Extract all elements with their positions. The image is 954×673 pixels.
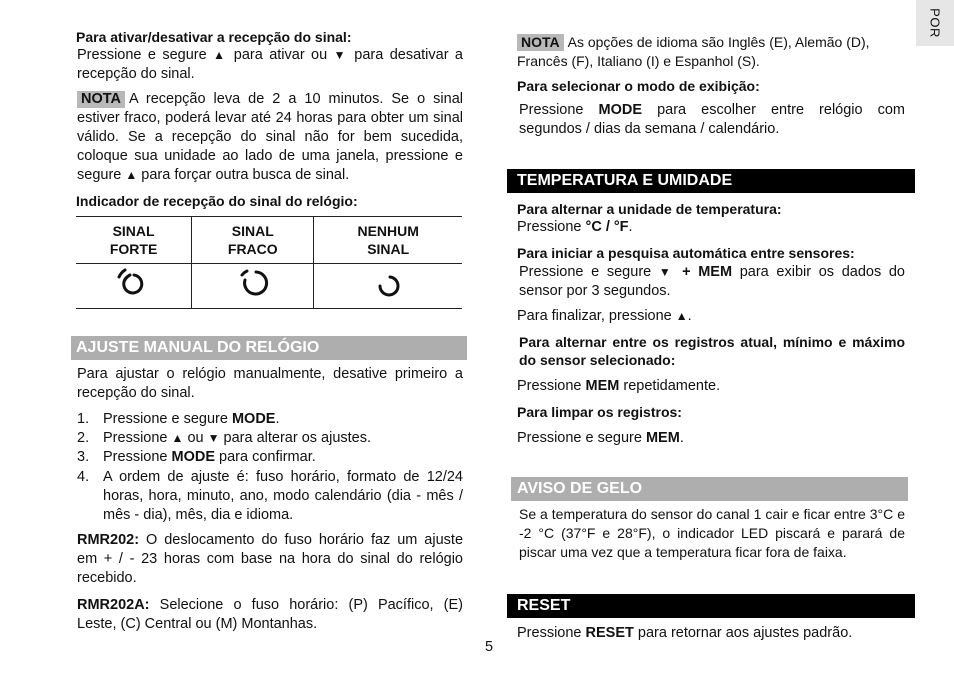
language-tab-label: POR [927, 8, 943, 38]
down-arrow-icon: ▼ [333, 48, 348, 62]
weak-signal-icon [235, 266, 271, 302]
up-arrow-icon: ▲ [171, 431, 184, 446]
page-number: 5 [485, 639, 494, 655]
nota-badge: NOTA [517, 34, 564, 51]
unit-paragraph: Pressione °C / °F. [517, 219, 633, 235]
signal-heading: Para ativar/desativar a recepção do sinal: [76, 29, 352, 45]
list-item: 1. Pressione e segure MODE. [77, 411, 280, 427]
frost-section-bar: AVISO DE GELO [511, 477, 908, 501]
language-tab [916, 0, 954, 46]
indicator-heading: Indicador de recepção do sinal do relógio: [76, 193, 358, 209]
list-item: 3. Pressione MODE para confirmar. [77, 449, 316, 466]
signal-paragraph: Pressione e segure ▲ para ativar ou ▼ para desativar a recepção do sinal. [77, 47, 463, 82]
rmr202-note: RMR202: O deslocamento do fuso horário faz um ajuste em + / - 23 horas com base na hora do sinal do relógio recebido. [77, 532, 464, 586]
reset-paragraph: Pressione RESET para retornar aos ajustes padrão. [517, 625, 853, 641]
manual-intro: Para ajustar o relógio manualmente, desative primeiro a recepção do sinal. [77, 366, 463, 401]
up-arrow-icon: ▲ [125, 168, 138, 182]
search-heading: Para iniciar a pesquisa automática entre sensores: [517, 245, 855, 261]
header-weak: SINAL FRACO [192, 217, 314, 264]
clear-paragraph: Pressione e segure MEM. [517, 430, 684, 446]
clear-heading: Para limpar os registros: [517, 404, 682, 420]
list-item: 4. A ordem de ajuste é: fuso horário, formato de 12/24 horas, hora, minuto, ano, modo calendário (dia - mês / mês - dia), mês, dia e idioma. [77, 468, 463, 524]
nota-badge: NOTA [77, 91, 125, 108]
up-arrow-icon: ▲ [213, 48, 228, 62]
strong-signal-icon [116, 266, 152, 302]
signal-indicator-table [76, 216, 462, 309]
frost-paragraph: Se a temperatura do sensor do canal 1 cair e ficar entre 3°C e -2 °C (37°F e 28°F), o indicador LED piscará e parará de piscar uma vez que a temperatura ficar fora de faixa. [519, 506, 905, 560]
no-signal-icon [370, 266, 406, 302]
records-paragraph: Pressione MEM repetidamente. [517, 378, 721, 394]
temperature-section-bar: TEMPERATURA E UMIDADE [507, 169, 915, 193]
search-paragraph: Pressione e segure ▼ + MEM para exibir os dados do sensor por 3 segundos. [519, 264, 905, 299]
display-paragraph: Pressione MODE para escolher entre relógio com segundos / dias da semana / calendário. [519, 102, 906, 137]
header-strong: SINAL FORTE [76, 217, 192, 264]
up-arrow-icon: ▲ [675, 309, 688, 323]
header-none: NENHUM SINAL [314, 217, 462, 264]
rmr202a-note: RMR202A: Selecione o fuso horário: (P) Pacífico, (E) Leste, (C) Central ou (M) Montanhas. [77, 597, 464, 632]
manual-steps [77, 410, 463, 525]
records-heading: Para alternar entre os registros atual, mínimo e máximo do sensor selecionado: [519, 334, 905, 368]
language-note: NOTA As opções de idioma são Inglês (E), Alemão (D), Francês (F), Italiano (I) e Espanhol (S). [517, 34, 870, 69]
list-item: 2. Pressione ▲ ou ▼ para alterar os ajustes. [77, 430, 372, 447]
down-arrow-icon: ▼ [207, 431, 220, 446]
weak-signal-cell [192, 264, 314, 309]
display-heading: Para selecionar o modo de exibição: [517, 78, 760, 94]
down-arrow-icon: ▼ [658, 265, 675, 279]
no-signal-cell [314, 264, 462, 309]
finish-paragraph: Para finalizar, pressione ▲. [517, 308, 692, 324]
manual-section-bar: AJUSTE MANUAL DO RELÓGIO [71, 336, 467, 360]
reset-section-bar: RESET [507, 594, 915, 618]
unit-heading: Para alternar a unidade de temperatura: [517, 201, 782, 217]
signal-note: NOTA A recepção leva de 2 a 10 minutos. Se o sinal estiver fraco, poderá levar até 24 horas para obter um sinal válido. Se a recepção do sinal não for bem sucedida, coloque sua unidade ao lado de uma janela, pressione e segure ▲ para forçar outra busca de sinal. [77, 91, 463, 183]
strong-signal-cell [76, 264, 192, 309]
